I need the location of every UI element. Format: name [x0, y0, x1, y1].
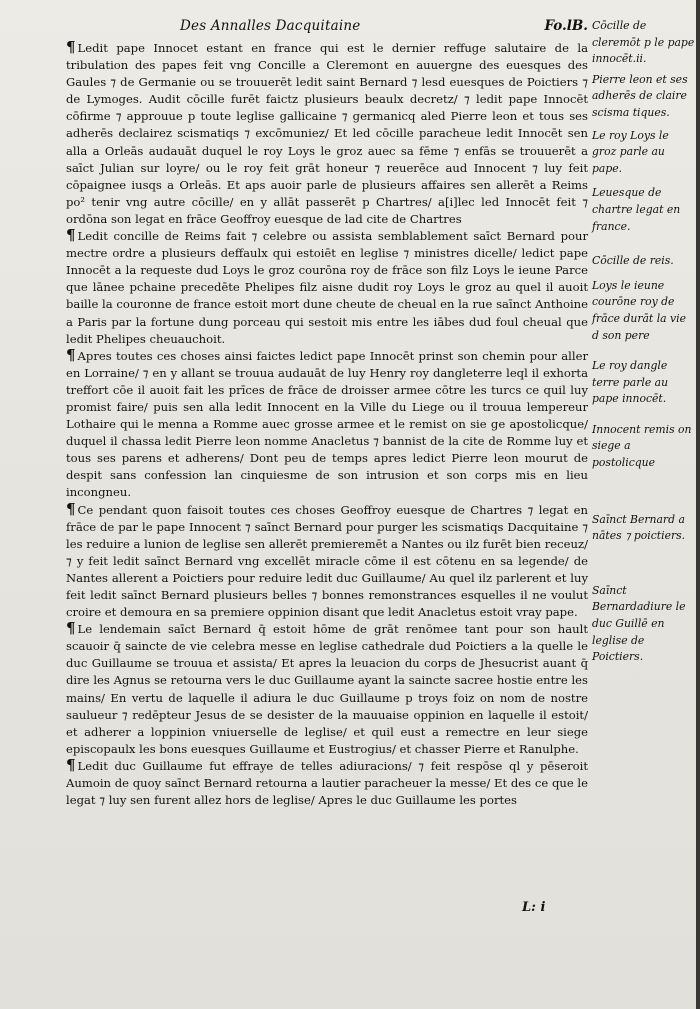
margin-note: Saīnct Bernard a nātes ⁊ poictiers.: [592, 512, 686, 543]
page-edge: [696, 0, 700, 1009]
paragraph-text: Ledit concille de Reims fait ⁊ celebre ou assista semblablement saīct Bernard pour mectre ordre a plusieurs deffaulx qui estoiēt en leglise ⁊ ministres dicelle/ ledict pape Innocēt a la requeste dud Loys le groz courōna roy de frāce son filz Loys le ieune Parce que lānee pchaine precedēte Phelipes filz aisne dudit roy Loys le groz au quel il auoit baille la couronne de france estoit mort dune cheute de cheual en la rue saīnct Anthoine a Paris par la fortune dung porceau qui sestoit mis entre les iābes dud foul cheual que ledit Phelipes cheuauchoit.: [66, 229, 588, 346]
paragraph: [66, 755, 588, 809]
marginal-notes: [592, 18, 696, 666]
folio-number: Fo.lB.: [544, 18, 588, 34]
paragraph-text: Apres toutes ces choses ainsi faictes ledict pape Innocēt prinst son chemin pour aller en Lorraine/ ⁊ en y allant se trouua audauāt de luy Henry roy dangleterre leql il exhorta treffort cōe il auoit fait les prīces de frāce de droisser armee cōtre les turcs ce quil luy promist faire/ puis sen alla ledit Innocent en la Ville du Liege ou il trouua lempereur Lothaire qui le menna a Romme auec grosse armee et le remist on sie ge apostolicque/ duquel il chassa ledit Pierre leon nomme Anacletus ⁊ bannist de la cite de Romme luy et tous ses parens et adherens/ Dont peu de temps apres ledict Pierre leon mourut de despit sans confession lan cinquiesme de son intrusion et son corps mis en lieu incongneu.: [66, 348, 588, 500]
paragraph: [66, 40, 588, 228]
paragraph-text: Ledit pape Innocet estant en france qui est le dernier reffuge salutaire de la tribulation des papes feit vng Concille a Cleremont en auuergne des euesques des Gaules ⁊ de Germanie ou se trouuerēt ledit saint Bernard ⁊ lesd euesques de Poictiers ⁊ de Lymoges. Audit cōcille furēt faictz plusieurs beaulx decretz/ ⁊ ledit pape Innocēt cōfirme ⁊ approuue p toute leglise gallicaine ⁊ germanicq aled Pierre leon et tous ses adherēs declairez scismatiqs ⁊ excōmuniez/ Et led cōcille paracheue ledit Innocēt sen alla a Orleās audauāt duquel le roy Loys le groz auec sa fēme ⁊ enfās se trouuerēt a saīct Julian sur loyre/ ou le roy feit grāt honeur ⁊ reuerēce aud Innocent ⁊ luy feit cōpaignee iusqs a Orleās. Et aps auoir parle de plusieurs affaires sen allerēt a Reims po² tenir vng autre cōcille/ en y allāt passerēt p Chartres/ a[i]lec led Innocēt feit ⁊ ordōna son legat en frāce Geoffroy euesque de lad cite de Chartres: [66, 41, 588, 226]
paragraph: [66, 228, 588, 348]
signature-mark: L: i: [522, 900, 546, 915]
pilcrow-icon: ¶: [66, 38, 76, 56]
running-head-title: Des Annalles Dacquitaine: [180, 18, 361, 34]
margin-note: Saīnct Bernardadiure le duc Guillē en leglise de Poictiers.: [592, 583, 686, 664]
paragraph-text: Le lendemain saīct Bernard q̄ estoit hōme de grāt renōmee tant pour son hault scauoir q̄ saincte de vie celebra messe en leglise cathedrale dud Poictiers a la quelle le duc Guillaume se trouua et assista/ Et apres la leuacion du corps de Jhesucrist auant q̄ dire les Agnus se retourna vers le duc Guillaume ayant la saincte sacree hostie entre les mains/ En vertu de laquelle il adiura le duc Guillaume p troys foiz on nom de nostre saulueur ⁊ redēpteur Jesus de se desister de la mauuaise oppinion en laquelle il estoit/ et adherer a loppinion vniuerselle de leglise/ et quil eust a remectre en leur siege episcopaulx les bons euesques Guillaume et Eustrogius/ et chasser Pierre et Ranulphe.: [66, 622, 588, 756]
margin-note: Loys le ieune courōne roy de frāce durāt la vie d son pere: [592, 278, 686, 342]
paragraph: [66, 345, 588, 502]
margin-note: Pierre leon et ses adherēs de claire scisma tiques.: [592, 72, 688, 119]
main-text-column: [66, 40, 588, 809]
paragraph-text: Ce pendant quon faisoit toutes ces choses Geoffroy euesque de Chartres ⁊ legat en frāce de par le pape Innocent ⁊ saīnct Bernard pour purger les scismatiqs Dacquitaine ⁊ les reduire a lunion de leglise sen allerēt premieremēt a Nantes ou ilz furēt bien receuz/ ⁊ y feit ledit saīnct Bernard vng excellēt miracle cōme il est cōtenu en sa legende/ de Nantes allerent a Poictiers pour reduire ledit duc Guillaume/ Au quel ilz parlerent et luy feit ledit saīnct Bernard plusieurs belles ⁊ bonnes remonstrances esquelles il ne voulut croire et demoura en sa premiere oppinion disant que ledit Anacletus estoit vray pape.: [66, 502, 588, 620]
margin-note: Cōcille de cleremōt p le pape innocēt.ii.: [592, 19, 695, 66]
margin-note: Leuesque de chartre legat en france.: [592, 186, 681, 233]
pilcrow-icon: ¶: [66, 345, 76, 364]
pilcrow-icon: ¶: [66, 226, 76, 245]
margin-note: Le roy dangle terre parle au pape innocēt.: [592, 359, 669, 406]
paragraph: [66, 499, 588, 622]
pilcrow-icon: ¶: [66, 619, 76, 638]
pilcrow-icon: ¶: [66, 755, 76, 774]
margin-note: Cōcille de reis.: [592, 254, 674, 268]
margin-note: Innocent remis on siege a postolicque: [592, 422, 692, 470]
pilcrow-icon: ¶: [66, 499, 76, 518]
paragraph-text: Ledit duc Guillaume fut effraye de telles adiuracions/ ⁊ feit respōse ql y pēseroit Aumoin de quoy saīnct Bernard retourna a lautier paracheuer la messe/ Et des ce que le legat ⁊ luy sen furent allez hors de leglise/ Apres le duc Guillaume les portes: [66, 758, 588, 808]
running-head: [70, 18, 590, 40]
margin-note: Le roy Loys le groz parle au pape.: [592, 128, 669, 175]
paragraph: [66, 621, 588, 758]
